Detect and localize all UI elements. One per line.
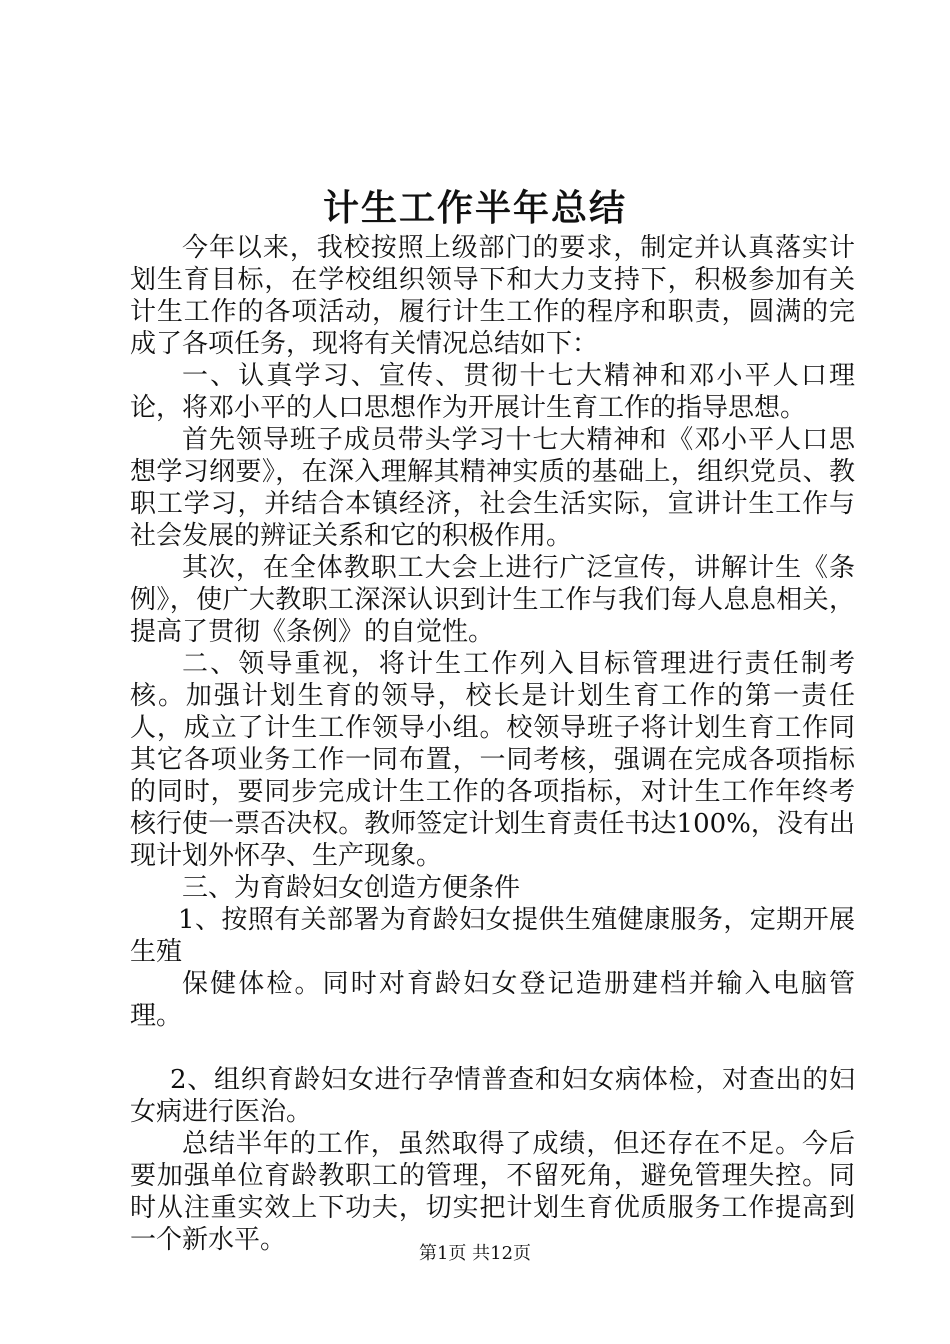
paragraph-conclusion: 总结半年的工作，虽然取得了成绩，但还存在不足。今后要加强单位育龄教职工的管理，不留死角，避免管理失控。同时从注重实效上下功夫，切实把计划生育优质服务工作提高到一个新水平。	[130, 1129, 855, 1255]
paragraph-second-step: 其次，在全体教职工大会上进行广泛宣传，讲解计生《条例》，使广大教职工深深认识到计生工作与我们每人息息相关，提高了贯彻《条例》的自觉性。	[130, 553, 855, 647]
paragraph-section-2: 二、领导重视，将计生工作列入目标管理进行责任制考核。加强计划生育的领导，校长是计划生育工作的第一责任人，成立了计生工作领导小组。校领导班子将计划生育工作同其它各项业务工作一同布置，一同考核，强调在完成各项指标的同时，要同步完成计生工作的各项指标，对计生工作年终考核行使一票否决权。教师签定计划生育责任书达100%，没有出现计划外怀孕、生产现象。	[130, 649, 855, 871]
page-number: 第1页 共12页	[418, 1243, 532, 1264]
paragraph-section-1: 一、认真学习、宣传、贯彻十七大精神和邓小平人口理论，将邓小平的人口思想作为开展计生育工作的指导思想。	[130, 361, 855, 423]
paragraph-gap	[130, 1032, 855, 1064]
paragraph-item-1: 1、按照有关部署为育龄妇女提供生殖健康服务，定期开展生殖	[130, 905, 855, 967]
document-body	[130, 232, 855, 1256]
paragraph-item-1-continued: 保健体检。同时对育龄妇女登记造册建档并输入电脑管理。	[130, 969, 855, 1031]
document-title: 计生工作半年总结	[322, 187, 627, 229]
paragraph-intro: 今年以来，我校按照上级部门的要求，制定并认真落实计划生育目标，在学校组织领导下和大力支持下，积极参加有关计生工作的各项活动，履行计生工作的程序和职责，圆满的完成了各项任务，现将有关情况总结如下：	[130, 233, 855, 359]
paragraph-section-3: 三、为育龄妇女创造方便条件	[182, 873, 521, 903]
paragraph-first-step: 首先领导班子成员带头学习十七大精神和《邓小平人口思想学习纲要》，在深入理解其精神实质的基础上，组织党员、教职工学习，并结合本镇经济，社会生活实际，宣讲计生工作与社会发展的辨证关系和它的积极作用。	[130, 425, 855, 551]
paragraph-item-2: 2、组织育龄妇女进行孕情普查和妇女病体检，对查出的妇女病进行医治。	[130, 1065, 855, 1127]
